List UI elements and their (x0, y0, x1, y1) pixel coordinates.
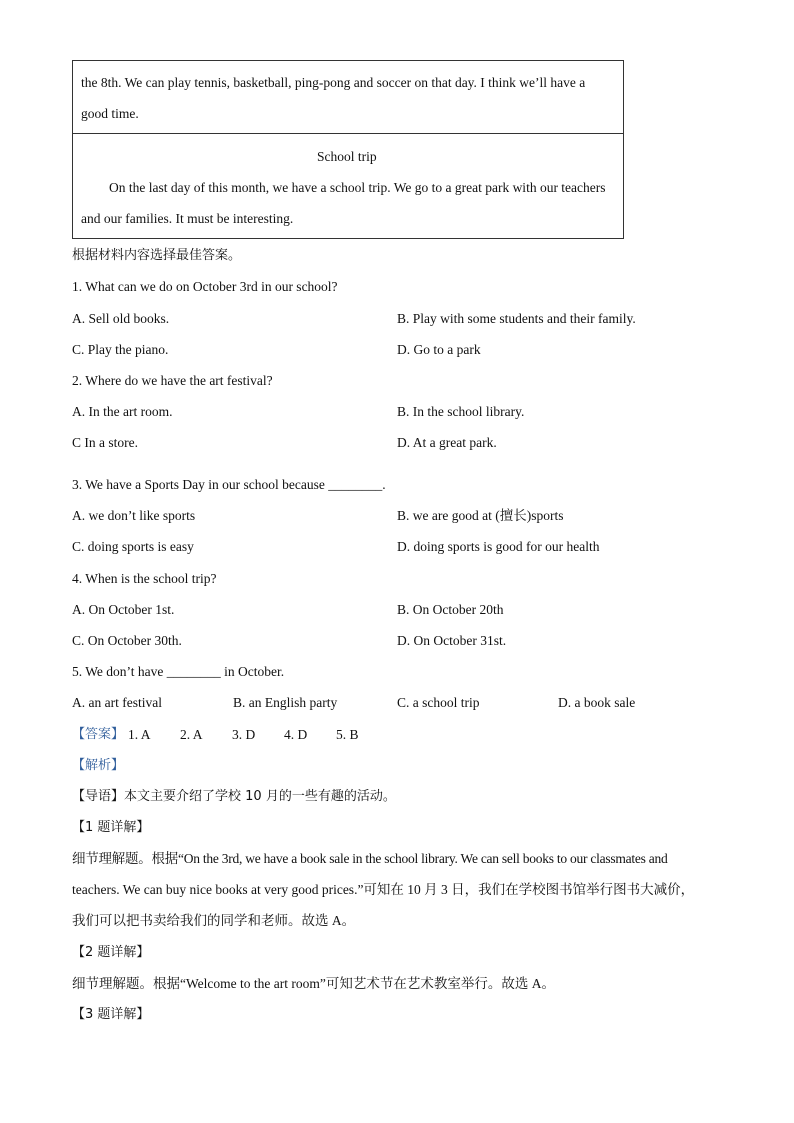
answer-item: 1. A (128, 727, 151, 742)
question-stem: 1. What can we do on October 3rd in our school? (72, 279, 338, 294)
passage-text: On the last day of this month, we have a school trip. We go to a great park with our teachers (109, 180, 606, 195)
detail-text: teachers. We can buy nice books at very good prices.”可知在 10 月 3 日，我们在学校图书馆举行图书大减价， (72, 882, 695, 897)
passage-text: good time. (81, 106, 139, 121)
detail-label: 【3 题详解】 (72, 1007, 150, 1022)
detail-label: 【2 题详解】 (72, 945, 150, 960)
option-b: B. Play with some students and their family. (397, 311, 636, 326)
guide-line (72, 788, 396, 806)
option-d: D. On October 31st. (397, 633, 507, 648)
passage-text: the 8th. We can play tennis, basketball, ping-pong and soccer on that day. I think we’ll have a (81, 75, 586, 90)
answer-label: 【答案】 (72, 727, 125, 742)
instruction: 根据材料内容选择最佳答案。 (72, 248, 242, 263)
detail-text: 我们可以把书卖给我们的同学和老师。故选 A。 (72, 913, 356, 928)
question-stem: 3. We have a Sports Day in our school because ________. (72, 477, 386, 492)
detail-text: 细节理解题。根据“Welcome to the art room”可知艺术节在艺术教室举行。故选 A。 (72, 976, 555, 991)
option-b: B. we are good at (擅长)sports (397, 508, 564, 523)
option-c: C. On October 30th. (72, 633, 182, 648)
option-d: D. a book sale (558, 695, 636, 710)
detail-text: 细节理解题。根据“On the 3rd, we have a book sale in the school library. We can sell books to our classmates and (72, 851, 668, 866)
guide-text: 本文主要介绍了学校 10 月的一些有趣的活动。 (124, 789, 396, 804)
option-c: C In a store. (72, 435, 138, 450)
answer-item: 5. B (336, 727, 359, 742)
option-a: A. we don’t like sports (72, 508, 196, 523)
passage-box (72, 60, 624, 239)
option-c: C. a school trip (397, 695, 480, 710)
question-stem: 4. When is the school trip? (72, 571, 217, 586)
question-stem: 5. We don’t have ________ in October. (72, 664, 285, 679)
option-c: C. Play the piano. (72, 342, 169, 357)
answer-item: 4. D (284, 727, 308, 742)
option-b: B. an English party (233, 695, 338, 710)
option-a: A. In the art room. (72, 404, 173, 419)
detail-label: 【1 题详解】 (72, 820, 150, 835)
analysis-label: 【解析】 (72, 758, 125, 773)
option-d: D. doing sports is good for our health (397, 539, 600, 554)
option-c: C. doing sports is easy (72, 539, 194, 554)
option-b: B. On October 20th (397, 602, 504, 617)
option-a: A. Sell old books. (72, 311, 170, 326)
option-a: A. On October 1st. (72, 602, 175, 617)
passage-text: and our families. It must be interesting. (81, 211, 294, 226)
passage-section-sports-day (73, 61, 623, 134)
option-d: D. Go to a park (397, 342, 481, 357)
option-a: A. an art festival (72, 695, 162, 710)
answer-item: 2. A (180, 727, 203, 742)
guide-label: 【导语】 (72, 789, 125, 804)
section-title-school-trip: School trip (317, 149, 377, 164)
question-stem: 2. Where do we have the art festival? (72, 373, 273, 388)
option-d: D. At a great park. (397, 435, 497, 450)
answer-item: 3. D (232, 727, 256, 742)
option-b: B. In the school library. (397, 404, 525, 419)
